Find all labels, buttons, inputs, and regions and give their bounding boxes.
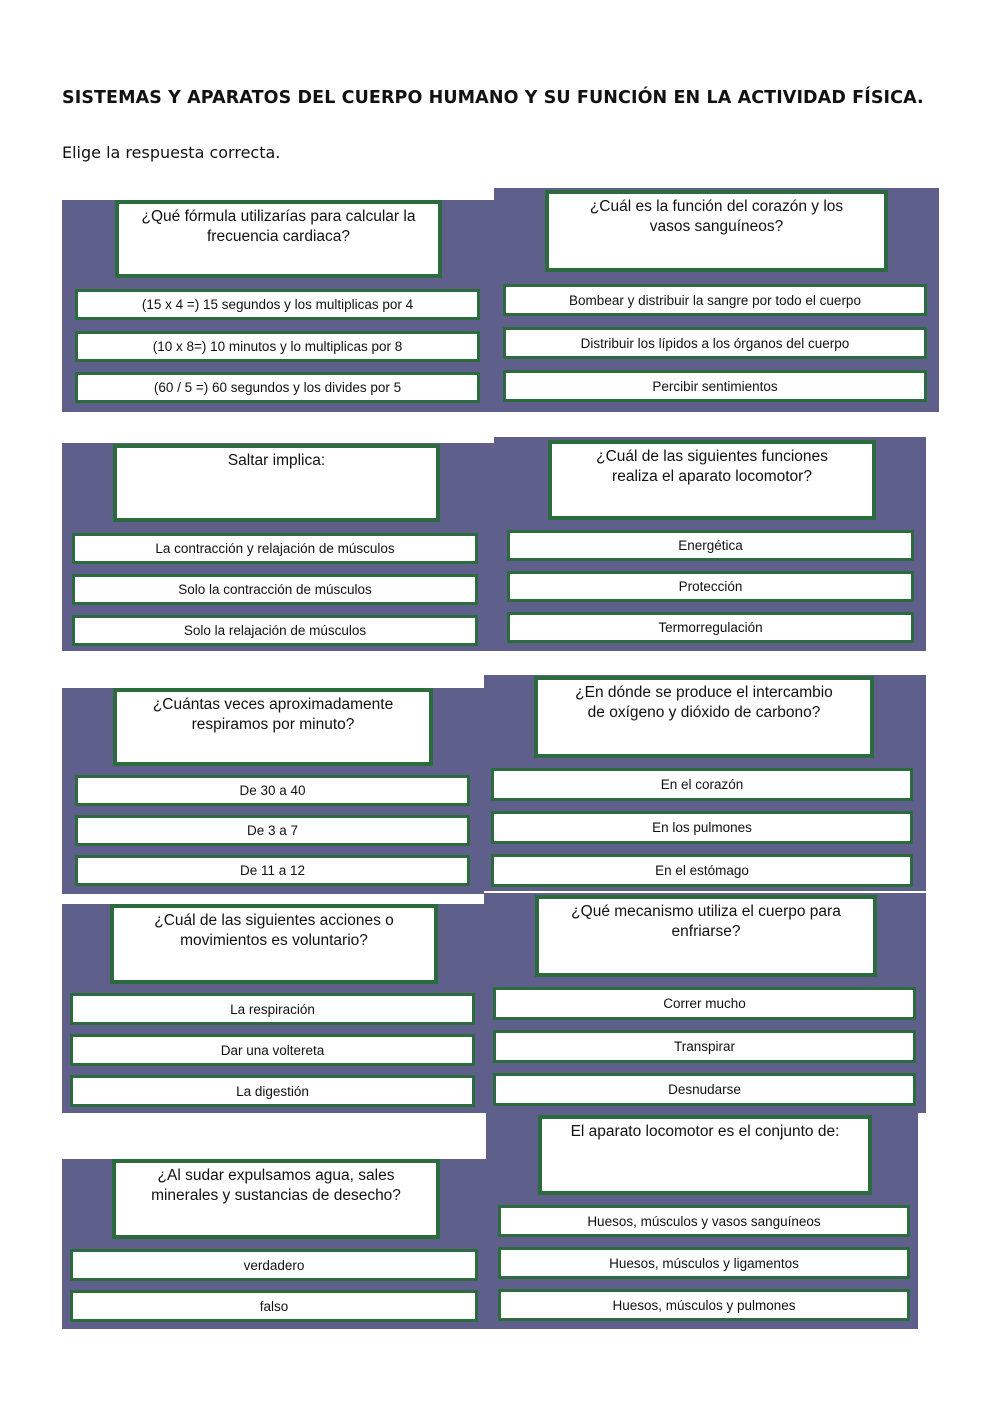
question-text: ¿Cuál es la función del corazón y los vasos sanguíneos? [545, 190, 888, 272]
answer-option[interactable]: De 3 a 7 [75, 815, 470, 846]
answer-option[interactable]: Huesos, músculos y vasos sanguíneos [498, 1205, 910, 1237]
answer-option[interactable]: Solo la relajación de músculos [72, 615, 478, 646]
answer-option[interactable]: Percibir sentimientos [503, 370, 927, 402]
page-title: SISTEMAS Y APARATOS DEL CUERPO HUMANO Y SU FUNCIÓN EN LA ACTIVIDAD FÍSICA. [62, 88, 924, 108]
question-text: ¿Qué mecanismo utiliza el cuerpo para enfriarse? [535, 895, 877, 977]
answer-option[interactable]: Protección [507, 571, 914, 602]
answer-option[interactable]: Termorregulación [507, 612, 914, 643]
question-text: ¿Cuál de las siguientes acciones o movimientos es voluntario? [110, 904, 438, 984]
answer-option[interactable]: Energética [507, 530, 914, 561]
answer-option[interactable]: La contracción y relajación de músculos [72, 533, 478, 564]
answer-option[interactable]: De 11 a 12 [75, 855, 470, 886]
answer-option[interactable]: (10 x 8=) 10 minutos y lo multiplicas por 8 [75, 331, 480, 362]
question-text: ¿Cuál de las siguientes funciones realiza el aparato locomotor? [548, 440, 876, 520]
answer-option[interactable]: (15 x 4 =) 15 segundos y los multiplicas por 4 [75, 289, 480, 320]
answer-option[interactable]: Solo la contracción de músculos [72, 574, 478, 605]
answer-option[interactable]: falso [70, 1290, 478, 1322]
question-text: El aparato locomotor es el conjunto de: [538, 1115, 872, 1195]
question-text: ¿Al sudar expulsamos agua, sales minerales y sustancias de desecho? [112, 1159, 440, 1239]
answer-option[interactable]: Huesos, músculos y pulmones [498, 1289, 910, 1321]
answer-option[interactable]: Transpirar [493, 1030, 916, 1063]
answer-option[interactable]: Huesos, músculos y ligamentos [498, 1247, 910, 1279]
answer-option[interactable]: La respiración [70, 993, 475, 1025]
answer-option[interactable]: verdadero [70, 1249, 478, 1281]
answer-option[interactable]: Correr mucho [493, 987, 916, 1020]
answer-option[interactable]: Distribuir los lípidos a los órganos del cuerpo [503, 327, 927, 359]
answer-option[interactable]: En los pulmones [491, 811, 913, 844]
answer-option[interactable]: Dar una voltereta [70, 1034, 475, 1066]
instruction-text: Elige la respuesta correcta. [62, 143, 281, 162]
answer-option[interactable]: En el corazón [491, 768, 913, 801]
answer-option[interactable]: Bombear y distribuir la sangre por todo el cuerpo [503, 284, 927, 316]
question-text: Saltar implica: [113, 444, 440, 522]
answer-option[interactable]: De 30 a 40 [75, 775, 470, 806]
question-text: ¿Cuántas veces aproximadamente respiramos por minuto? [113, 688, 433, 766]
answer-option[interactable]: La digestión [70, 1075, 475, 1107]
question-text: ¿Qué fórmula utilizarías para calcular la frecuencia cardiaca? [115, 200, 442, 278]
answer-option[interactable]: Desnudarse [493, 1073, 916, 1106]
question-text: ¿En dónde se produce el intercambio de oxígeno y dióxido de carbono? [534, 676, 874, 758]
answer-option[interactable]: En el estómago [491, 854, 913, 887]
answer-option[interactable]: (60 / 5 =) 60 segundos y los divides por 5 [75, 372, 480, 403]
